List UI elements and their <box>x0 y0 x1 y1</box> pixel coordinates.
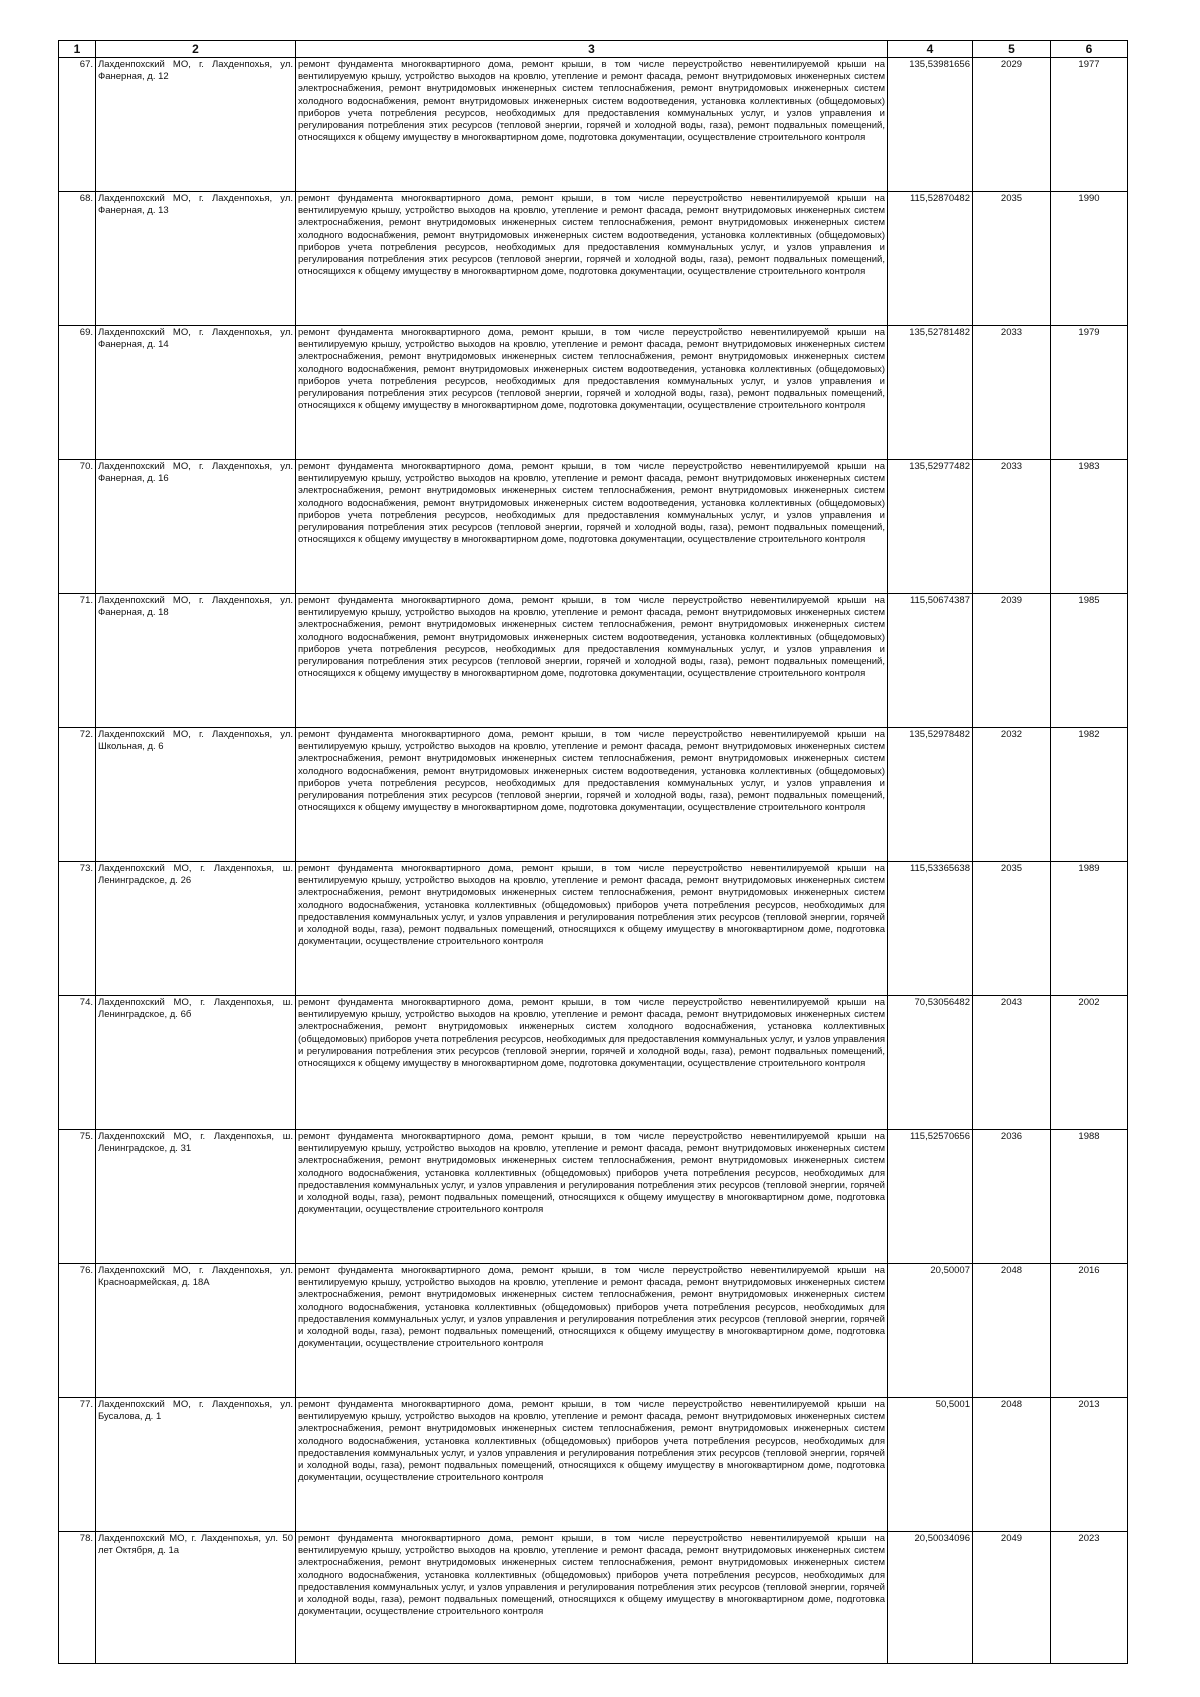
table-row <box>59 594 1128 728</box>
row-works: ремонт фундамента многоквартирного дома, ремонт крыши, в том числе переустройство невентилируемой крыши на вентилируемую крышу, устройство выходов на кровлю, утепление и ремонт фасада, ремонт внутридомовых инженерных систем электроснабжения, ремонт внутридомовых инженерных систем теплоснабжения, ремонт внутридомовых инженерных систем холодного водоснабжения, установка коллективных (общедомовых) приборов учета потребления ресурсов, необходимых для предоставления коммунальных услуг, и узлов управления и регулирования потребления этих ресурсов (тепловой энергии, горячей и холодной воды, газа), ремонт подвальных помещений, относящихся к общему имуществу в многоквартирном доме, подготовка документации, осуществление строительного контроля <box>296 1398 888 1532</box>
row-number: 78. <box>59 1532 96 1664</box>
table-row <box>59 192 1128 326</box>
row-year-built: 1989 <box>1051 862 1128 996</box>
row-year-plan: 2032 <box>973 728 1051 862</box>
row-value: 115,52870482 <box>888 192 973 326</box>
row-number: 67. <box>59 58 96 192</box>
row-address: Лахденпохский МО, г. Лахденпохья, ул. Фанерная, д. 18 <box>96 594 296 728</box>
row-year-built: 2013 <box>1051 1398 1128 1532</box>
row-address: Лахденпохский МО, г. Лахденпохья, ул. Красноармейская, д. 18А <box>96 1264 296 1398</box>
row-year-plan: 2036 <box>973 1130 1051 1264</box>
row-year-plan: 2039 <box>973 594 1051 728</box>
row-value: 135,53981656 <box>888 58 973 192</box>
row-year-built: 2023 <box>1051 1532 1128 1664</box>
row-year-plan: 2029 <box>973 58 1051 192</box>
header-col-5: 5 <box>973 41 1051 58</box>
row-year-built: 2002 <box>1051 996 1128 1130</box>
row-works: ремонт фундамента многоквартирного дома, ремонт крыши, в том числе переустройство невентилируемой крыши на вентилируемую крышу, устройство выходов на кровлю, утепление и ремонт фасада, ремонт внутридомовых инженерных систем электроснабжения, ремонт внутридомовых инженерных систем теплоснабжения, ремонт внутридомовых инженерных систем холодного водоснабжения, установка коллективных (общедомовых) приборов учета потребления ресурсов, необходимых для предоставления коммунальных услуг, и узлов управления и регулирования потребления этих ресурсов (тепловой энергии, горячей и холодной воды, газа), ремонт подвальных помещений, относящихся к общему имуществу в многоквартирном доме, подготовка документации, осуществление строительного контроля <box>296 1264 888 1398</box>
row-address: Лахденпохский МО, г. Лахденпохья, ул. Фанерная, д. 12 <box>96 58 296 192</box>
header-col-2: 2 <box>96 41 296 58</box>
row-address: Лахденпохский МО, г. Лахденпохья, ул. 50 лет Октября, д. 1а <box>96 1532 296 1664</box>
row-year-built: 1988 <box>1051 1130 1128 1264</box>
row-year-plan: 2049 <box>973 1532 1051 1664</box>
row-year-built: 1985 <box>1051 594 1128 728</box>
row-value: 50,5001 <box>888 1398 973 1532</box>
row-year-plan: 2048 <box>973 1398 1051 1532</box>
row-works: ремонт фундамента многоквартирного дома, ремонт крыши, в том числе переустройство невентилируемой крыши на вентилируемую крышу, устройство выходов на кровлю, утепление и ремонт фасада, ремонт внутридомовых инженерных систем электроснабжения, ремонт внутридомовых инженерных систем теплоснабжения, ремонт внутридомовых инженерных систем холодного водоснабжения, ремонт внутридомовых инженерных систем водоотведения, установка коллективных (общедомовых) приборов учета потребления ресурсов, необходимых для предоставления коммунальных услуг, и узлов управления и регулирования потребления этих ресурсов (тепловой энергии, горячей и холодной воды, газа), ремонт подвальных помещений, относящихся к общему имуществу в многоквартирном доме, подготовка документации, осуществление строительного контроля <box>296 460 888 594</box>
table-row <box>59 1532 1128 1664</box>
row-address: Лахденпохский МО, г. Лахденпохья, ш. Ленинградское, д. 26 <box>96 862 296 996</box>
row-number: 76. <box>59 1264 96 1398</box>
header-col-1: 1 <box>59 41 96 58</box>
row-year-plan: 2033 <box>973 460 1051 594</box>
row-number: 73. <box>59 862 96 996</box>
table-row <box>59 996 1128 1130</box>
table-row <box>59 58 1128 192</box>
row-year-built: 1983 <box>1051 460 1128 594</box>
table-row <box>59 326 1128 460</box>
row-works: ремонт фундамента многоквартирного дома, ремонт крыши, в том числе переустройство невентилируемой крыши на вентилируемую крышу, устройство выходов на кровлю, утепление и ремонт фасада, ремонт внутридомовых инженерных систем электроснабжения, ремонт внутридомовых инженерных систем холодного водоснабжения, установка коллективных (общедомовых) приборов учета потребления ресурсов, необходимых для предоставления коммунальных услуг, и узлов управления и регулирования потребления этих ресурсов (тепловой энергии, горячей и холодной воды, газа), ремонт подвальных помещений, относящихся к общему имуществу в многоквартирном доме, подготовка документации, осуществление строительного контроля <box>296 996 888 1130</box>
row-works: ремонт фундамента многоквартирного дома, ремонт крыши, в том числе переустройство невентилируемой крыши на вентилируемую крышу, устройство выходов на кровлю, утепление и ремонт фасада, ремонт внутридомовых инженерных систем электроснабжения, ремонт внутридомовых инженерных систем теплоснабжения, ремонт внутридомовых инженерных систем холодного водоснабжения, установка коллективных (общедомовых) приборов учета потребления ресурсов, необходимых для предоставления коммунальных услуг, и узлов управления и регулирования потребления этих ресурсов (тепловой энергии, горячей и холодной воды, газа), ремонт подвальных помещений, относящихся к общему имуществу в многоквартирном доме, подготовка документации, осуществление строительного контроля <box>296 1130 888 1264</box>
table-row <box>59 1398 1128 1532</box>
row-number: 72. <box>59 728 96 862</box>
row-number: 75. <box>59 1130 96 1264</box>
row-address: Лахденпохский МО, г. Лахденпохья, ул. Фанерная, д. 13 <box>96 192 296 326</box>
row-year-built: 1977 <box>1051 58 1128 192</box>
document-page <box>58 40 1127 1664</box>
row-value: 20,50034096 <box>888 1532 973 1664</box>
row-number: 71. <box>59 594 96 728</box>
row-number: 74. <box>59 996 96 1130</box>
table-body <box>59 58 1128 1664</box>
row-year-plan: 2043 <box>973 996 1051 1130</box>
table-row <box>59 460 1128 594</box>
register-table <box>58 40 1128 1664</box>
row-year-plan: 2033 <box>973 326 1051 460</box>
header-col-4: 4 <box>888 41 973 58</box>
row-year-plan: 2035 <box>973 192 1051 326</box>
row-address: Лахденпохский МО, г. Лахденпохья, ул. Бусалова, д. 1 <box>96 1398 296 1532</box>
row-year-plan: 2048 <box>973 1264 1051 1398</box>
row-value: 135,52977482 <box>888 460 973 594</box>
row-year-plan: 2035 <box>973 862 1051 996</box>
row-value: 135,52781482 <box>888 326 973 460</box>
row-works: ремонт фундамента многоквартирного дома, ремонт крыши, в том числе переустройство невентилируемой крыши на вентилируемую крышу, устройство выходов на кровлю, утепление и ремонт фасада, ремонт внутридомовых инженерных систем электроснабжения, ремонт внутридомовых инженерных систем теплоснабжения, ремонт внутридомовых инженерных систем холодного водоснабжения, установка коллективных (общедомовых) приборов учета потребления ресурсов, необходимых для предоставления коммунальных услуг, и узлов управления и регулирования потребления этих ресурсов (тепловой энергии, горячей и холодной воды, газа), ремонт подвальных помещений, относящихся к общему имуществу в многоквартирном доме, подготовка документации, осуществление строительного контроля <box>296 1532 888 1664</box>
row-works: ремонт фундамента многоквартирного дома, ремонт крыши, в том числе переустройство невентилируемой крыши на вентилируемую крышу, устройство выходов на кровлю, утепление и ремонт фасада, ремонт внутридомовых инженерных систем электроснабжения, ремонт внутридомовых инженерных систем теплоснабжения, ремонт внутридомовых инженерных систем холодного водоснабжения, ремонт внутридомовых инженерных систем водоотведения, установка коллективных (общедомовых) приборов учета потребления ресурсов, необходимых для предоставления коммунальных услуг, и узлов управления и регулирования потребления этих ресурсов (тепловой энергии, горячей и холодной воды, газа), ремонт подвальных помещений, относящихся к общему имуществу в многоквартирном доме, подготовка документации, осуществление строительного контроля <box>296 594 888 728</box>
row-year-built: 1979 <box>1051 326 1128 460</box>
table-row <box>59 1264 1128 1398</box>
row-number: 68. <box>59 192 96 326</box>
row-value: 115,50674387 <box>888 594 973 728</box>
row-number: 70. <box>59 460 96 594</box>
row-address: Лахденпохский МО, г. Лахденпохья, ш. Ленинградское, д. 6б <box>96 996 296 1130</box>
row-address: Лахденпохский МО, г. Лахденпохья, ул. Школьная, д. 6 <box>96 728 296 862</box>
row-year-built: 2016 <box>1051 1264 1128 1398</box>
header-col-6: 6 <box>1051 41 1128 58</box>
row-number: 69. <box>59 326 96 460</box>
row-address: Лахденпохский МО, г. Лахденпохья, ул. Фанерная, д. 14 <box>96 326 296 460</box>
row-value: 20,50007 <box>888 1264 973 1398</box>
row-value: 135,52978482 <box>888 728 973 862</box>
table-header-row <box>59 41 1128 58</box>
table-row <box>59 728 1128 862</box>
header-col-3: 3 <box>296 41 888 58</box>
row-number: 77. <box>59 1398 96 1532</box>
row-address: Лахденпохский МО, г. Лахденпохья, ш. Ленинградское, д. 31 <box>96 1130 296 1264</box>
row-works: ремонт фундамента многоквартирного дома, ремонт крыши, в том числе переустройство невентилируемой крыши на вентилируемую крышу, устройство выходов на кровлю, утепление и ремонт фасада, ремонт внутридомовых инженерных систем электроснабжения, ремонт внутридомовых инженерных систем теплоснабжения, ремонт внутридомовых инженерных систем холодного водоснабжения, ремонт внутридомовых инженерных систем водоотведения, установка коллективных (общедомовых) приборов учета потребления ресурсов, необходимых для предоставления коммунальных услуг, и узлов управления и регулирования потребления этих ресурсов (тепловой энергии, горячей и холодной воды, газа), ремонт подвальных помещений, относящихся к общему имуществу в многоквартирном доме, подготовка документации, осуществление строительного контроля <box>296 192 888 326</box>
row-works: ремонт фундамента многоквартирного дома, ремонт крыши, в том числе переустройство невентилируемой крыши на вентилируемую крышу, устройство выходов на кровлю, утепление и ремонт фасада, ремонт внутридомовых инженерных систем электроснабжения, ремонт внутридомовых инженерных систем теплоснабжения, ремонт внутридомовых инженерных систем холодного водоснабжения, ремонт внутридомовых инженерных систем водоотведения, установка коллективных (общедомовых) приборов учета потребления ресурсов, необходимых для предоставления коммунальных услуг, и узлов управления и регулирования потребления этих ресурсов (тепловой энергии, горячей и холодной воды, газа), ремонт подвальных помещений, относящихся к общему имуществу в многоквартирном доме, подготовка документации, осуществление строительного контроля <box>296 326 888 460</box>
row-address: Лахденпохский МО, г. Лахденпохья, ул. Фанерная, д. 16 <box>96 460 296 594</box>
row-year-built: 1990 <box>1051 192 1128 326</box>
row-value: 115,53365638 <box>888 862 973 996</box>
table-row <box>59 862 1128 996</box>
row-works: ремонт фундамента многоквартирного дома, ремонт крыши, в том числе переустройство невентилируемой крыши на вентилируемую крышу, устройство выходов на кровлю, утепление и ремонт фасада, ремонт внутридомовых инженерных систем электроснабжения, ремонт внутридомовых инженерных систем теплоснабжения, ремонт внутридомовых инженерных систем холодного водоснабжения, установка коллективных (общедомовых) приборов учета потребления ресурсов, необходимых для предоставления коммунальных услуг, и узлов управления и регулирования потребления этих ресурсов (тепловой энергии, горячей и холодной воды, газа), ремонт подвальных помещений, относящихся к общему имуществу в многоквартирном доме, подготовка документации, осуществление строительного контроля <box>296 862 888 996</box>
row-works: ремонт фундамента многоквартирного дома, ремонт крыши, в том числе переустройство невентилируемой крыши на вентилируемую крышу, устройство выходов на кровлю, утепление и ремонт фасада, ремонт внутридомовых инженерных систем электроснабжения, ремонт внутридомовых инженерных систем теплоснабжения, ремонт внутридомовых инженерных систем холодного водоснабжения, ремонт внутридомовых инженерных систем водоотведения, установка коллективных (общедомовых) приборов учета потребления ресурсов, необходимых для предоставления коммунальных услуг, и узлов управления и регулирования потребления этих ресурсов (тепловой энергии, горячей и холодной воды, газа), ремонт подвальных помещений, относящихся к общему имуществу в многоквартирном доме, подготовка документации, осуществление строительного контроля <box>296 58 888 192</box>
row-works: ремонт фундамента многоквартирного дома, ремонт крыши, в том числе переустройство невентилируемой крыши на вентилируемую крышу, устройство выходов на кровлю, утепление и ремонт фасада, ремонт внутридомовых инженерных систем электроснабжения, ремонт внутридомовых инженерных систем теплоснабжения, ремонт внутридомовых инженерных систем холодного водоснабжения, ремонт внутридомовых инженерных систем водоотведения, установка коллективных (общедомовых) приборов учета потребления ресурсов, необходимых для предоставления коммунальных услуг, и узлов управления и регулирования потребления этих ресурсов (тепловой энергии, горячей и холодной воды, газа), ремонт подвальных помещений, относящихся к общему имуществу в многоквартирном доме, подготовка документации, осуществление строительного контроля <box>296 728 888 862</box>
row-year-built: 1982 <box>1051 728 1128 862</box>
row-value: 115,52570656 <box>888 1130 973 1264</box>
table-row <box>59 1130 1128 1264</box>
row-value: 70,53056482 <box>888 996 973 1130</box>
